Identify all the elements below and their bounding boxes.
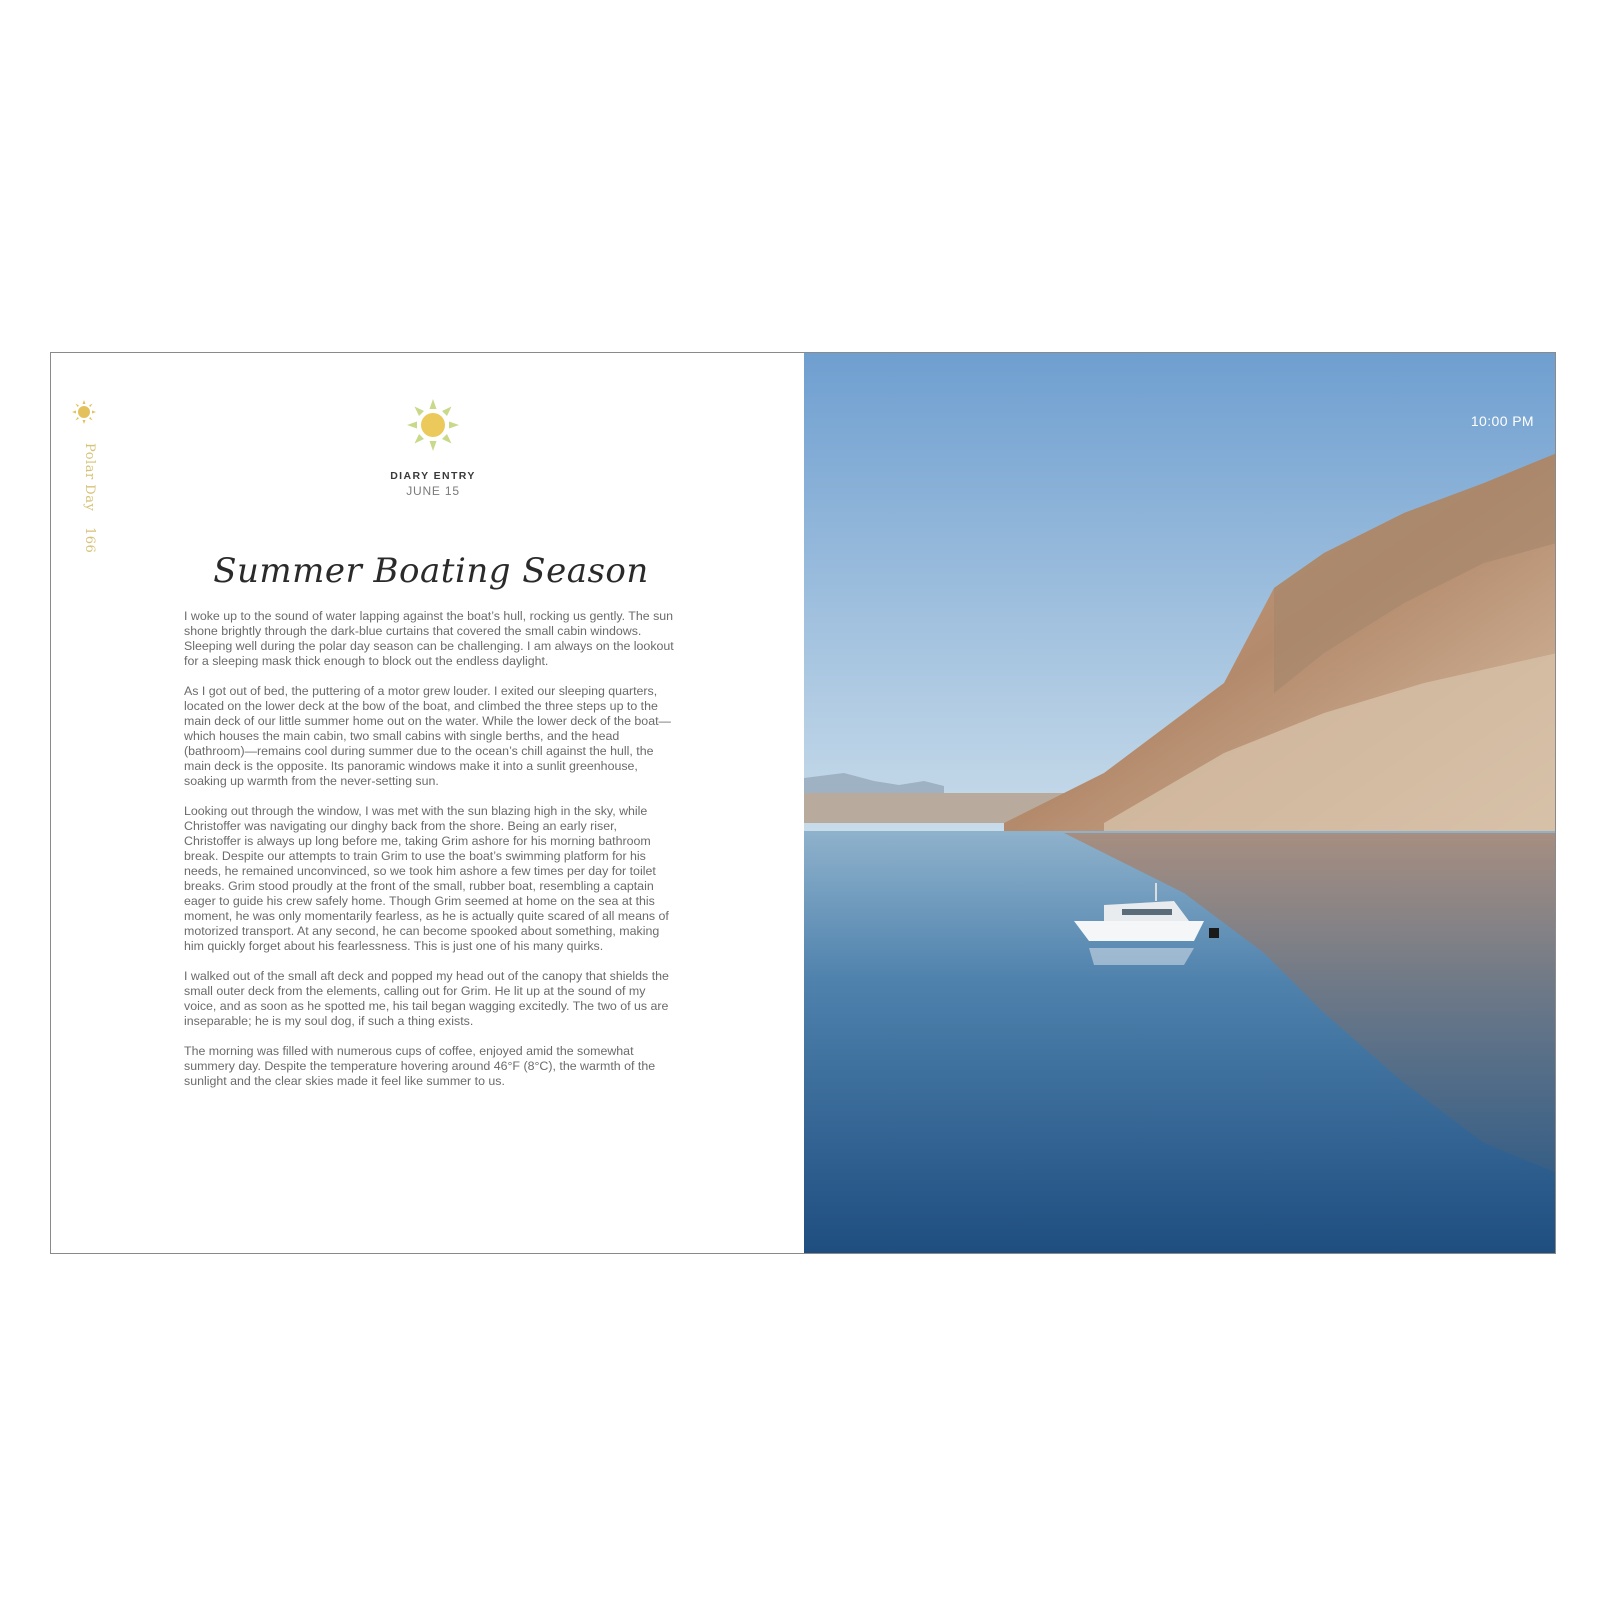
left-page [51,353,804,1253]
right-page [804,353,1556,1253]
sun-icon [405,397,461,453]
body-text [184,609,674,1104]
body-paragraph: The morning was filled with numerous cups of coffee, enjoyed amid the somewhat summery day. Despite the temperature hovering around 46°F (8°C), the warmth of the sunlight and the clear skies made it feel like summer to us. [184,1044,656,1088]
body-paragraph: I woke up to the sound of water lapping against the boat’s hull, rocking us gently. The sun shone brightly through the dark-blue curtains that covered the small cabin windows. Sleeping well during the polar day season can be challenging. I am always on the lookout for a sleeping mask thick enough to block out the endless daylight. [184,609,674,668]
entry-title: Summer Boating Season [213,551,649,591]
photo-timestamp: 10:00 PM [1470,413,1534,429]
fjord-boat-photo [804,353,1556,1253]
body-paragraph: As I got out of bed, the puttering of a motor grew louder. I exited our sleeping quarters, located on the lower deck at the bow of the boat, and climbed the three steps up to the main deck of our little summer home out on the water. While the lower deck of the boat—which houses the main cabin, two small cabins with single berths, and the head (bathroom)—remains cool during summer due to the ocean’s chill against the hull, the main deck is the opposite. Its panoramic windows make it into a sunlit greenhouse, soaking up warmth from the never-setting sun. [184,684,671,788]
entry-label: DIARY ENTRY [390,470,476,482]
sun-icon [71,399,97,425]
body-paragraph: I walked out of the small aft deck and popped my head out of the canopy that shields the small outer deck from the elements, calling out for Grim. He lit up at the sound of my voice, and as soon as he spotted me, his tail began wagging excitedly. The two of us are inseparable; he is my soul dog, if such a thing exists. [184,969,669,1028]
running-head [71,443,97,563]
entry-date: JUNE 15 [406,484,460,498]
running-head-section: Polar Day [82,443,97,512]
page-number: 166 [82,527,97,554]
book-spread [50,352,1556,1254]
body-paragraph: Looking out through the window, I was met with the sun blazing high in the sky, while Christoffer was navigating our dinghy back from the shore. Being an early riser, Christoffer is always up long before me, taking Grim ashore for his morning bathroom break. Despite our attempts to train Grim to use the boat’s swimming platform for his needs, he remained unconvinced, so we took him ashore a few times per day for toilet breaks. Grim stood proudly at the front of the small, rubber boat, resembling a captain eager to guide his crew safely home. Though Grim seemed at home on the sea at this moment, he was only momentarily fearless, as he is actually quite scared of all means of motorized transport. At any second, he can become spooked about something, making him quickly forget about his fearlessness. This is just one of his many quirks. [184,804,669,953]
